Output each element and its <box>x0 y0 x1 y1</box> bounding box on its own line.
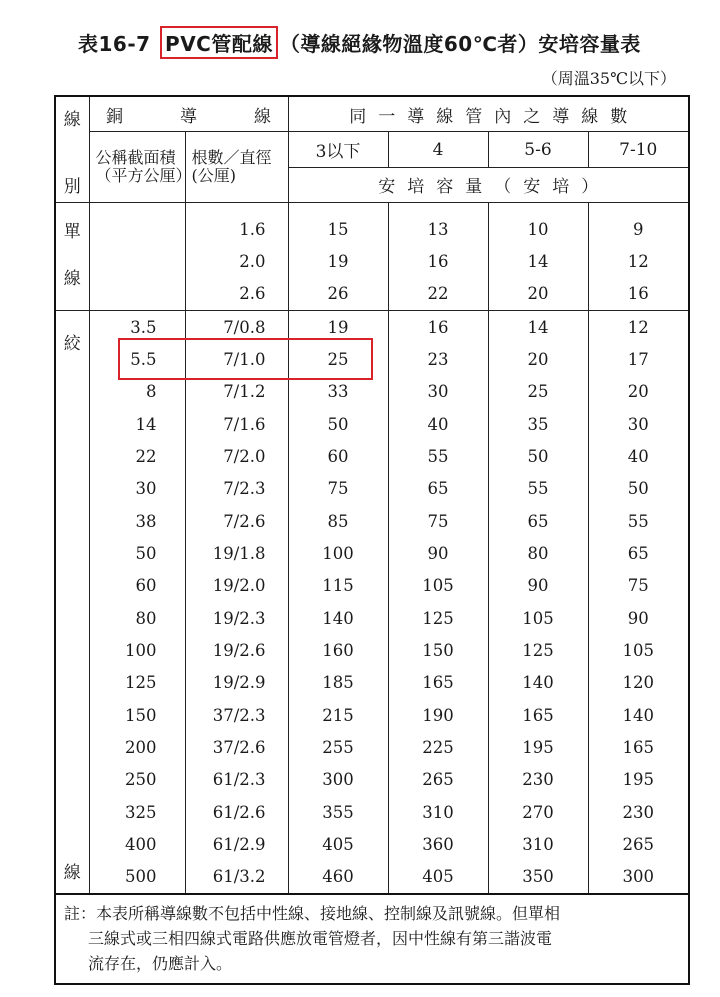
cell-area: 3.5 <box>89 311 185 344</box>
table-row <box>55 764 689 796</box>
cell-a: 15 <box>288 203 388 246</box>
table-row <box>55 602 689 634</box>
cell-b: 55 <box>388 440 488 472</box>
cell-strand: 19/1.8 <box>185 537 288 569</box>
cell-strand: 19/2.3 <box>185 602 288 634</box>
cell-b: 16 <box>388 246 488 278</box>
cell-b: 165 <box>388 667 488 699</box>
header-count-0: 3以下 <box>288 132 388 167</box>
cell-c: 35 <box>488 408 588 440</box>
cell-b: 16 <box>388 311 488 344</box>
cell-area: 60 <box>89 570 185 602</box>
stranded-kind-a: 絞 <box>63 334 81 355</box>
cell-a: 33 <box>288 376 388 408</box>
cell-b: 75 <box>388 505 488 537</box>
table-row <box>55 667 689 699</box>
title-prefix: 表16-7 <box>78 32 151 56</box>
table-row <box>55 505 689 537</box>
cell-strand: 7/1.2 <box>185 376 288 408</box>
cell-d: 65 <box>588 537 689 569</box>
cell-a: 185 <box>288 667 388 699</box>
table-row <box>55 278 689 311</box>
cell-a: 405 <box>288 828 388 860</box>
cell-strand: 19/2.6 <box>185 634 288 666</box>
footnote <box>55 894 689 984</box>
cell-d: 12 <box>588 311 689 344</box>
cell-area: 30 <box>89 473 185 505</box>
cell-c: 65 <box>488 505 588 537</box>
cell-d: 20 <box>588 376 689 408</box>
cell-a: 50 <box>288 408 388 440</box>
cell-c: 270 <box>488 796 588 828</box>
footnote-line-3: 流存在，仍應計入。 <box>88 954 233 974</box>
cell-a: 140 <box>288 602 388 634</box>
cell-area: 38 <box>89 505 185 537</box>
cell-area: 125 <box>89 667 185 699</box>
cell-b: 265 <box>388 764 488 796</box>
cell-a: 355 <box>288 796 388 828</box>
table-row <box>55 699 689 731</box>
cell-strand: 61/3.2 <box>185 860 288 894</box>
header-count-2: 5-6 <box>488 132 588 167</box>
cell-a: 85 <box>288 505 388 537</box>
title-highlight: PVC管配線 <box>160 26 278 59</box>
cell-d: 265 <box>588 828 689 860</box>
page-title <box>78 26 698 59</box>
cell-d: 9 <box>588 203 689 246</box>
table-row <box>55 473 689 505</box>
cell-area: 50 <box>89 537 185 569</box>
table-row <box>55 731 689 763</box>
cell-area: 22 <box>89 440 185 472</box>
cell-b: 30 <box>388 376 488 408</box>
stranded-kind-b: 線 <box>63 863 81 884</box>
cell-b: 360 <box>388 828 488 860</box>
cell-c: 10 <box>488 203 588 246</box>
cell-b: 125 <box>388 602 488 634</box>
cell-b: 13 <box>388 203 488 246</box>
table-row <box>55 311 689 344</box>
cell-strand: 19/2.0 <box>185 570 288 602</box>
footnote-line-2: 三線式或三相四線式電路供應放電管燈者，因中性線有第三諧波電 <box>88 929 553 949</box>
cell-area <box>89 246 185 278</box>
cell-strand: 61/2.3 <box>185 764 288 796</box>
cell-strand: 37/2.3 <box>185 699 288 731</box>
table-row <box>55 570 689 602</box>
cell-a: 60 <box>288 440 388 472</box>
table-row <box>55 440 689 472</box>
cell-strand: 2.6 <box>185 278 288 311</box>
cell-strand: 61/2.6 <box>185 796 288 828</box>
cell-a: 300 <box>288 764 388 796</box>
table-row <box>55 537 689 569</box>
ampacity-table <box>54 95 690 985</box>
header-count-3: 7-10 <box>588 132 689 167</box>
cell-d: 165 <box>588 731 689 763</box>
cell-a: 100 <box>288 537 388 569</box>
cell-a: 75 <box>288 473 388 505</box>
header-ampacity: 安培容量（安培） <box>288 167 689 202</box>
cell-d: 105 <box>588 634 689 666</box>
cell-c: 25 <box>488 376 588 408</box>
cell-c: 55 <box>488 473 588 505</box>
cell-area: 14 <box>89 408 185 440</box>
single-kind-a: 單 <box>63 222 81 243</box>
cell-c: 20 <box>488 278 588 311</box>
cell-b: 225 <box>388 731 488 763</box>
header-strands: 根數／直徑(公厘) <box>185 132 288 203</box>
cell-a: 25 <box>288 343 388 375</box>
cell-d: 140 <box>588 699 689 731</box>
header-area: 公稱截面積（平方公厘） <box>89 132 185 203</box>
cell-strand: 7/0.8 <box>185 311 288 344</box>
single-kind-label <box>55 203 89 311</box>
table-row <box>55 203 689 246</box>
footnote-line-1: 註：本表所稱導線數不包括中性線、接地線、控制線及訊號線。但單相 <box>64 904 561 924</box>
cell-b: 90 <box>388 537 488 569</box>
cell-b: 310 <box>388 796 488 828</box>
table-row <box>55 376 689 408</box>
cell-d: 55 <box>588 505 689 537</box>
cell-area: 500 <box>89 860 185 894</box>
cell-c: 350 <box>488 860 588 894</box>
cell-d: 17 <box>588 343 689 375</box>
cell-area: 200 <box>89 731 185 763</box>
cell-d: 40 <box>588 440 689 472</box>
cell-b: 190 <box>388 699 488 731</box>
cell-b: 405 <box>388 860 488 894</box>
cell-a: 19 <box>288 311 388 344</box>
header-kind-top: 線 <box>55 96 89 167</box>
cell-area: 400 <box>89 828 185 860</box>
ambient-note: （周溫35℃以下） <box>541 69 676 88</box>
cell-b: 150 <box>388 634 488 666</box>
cell-b: 40 <box>388 408 488 440</box>
cell-d: 30 <box>588 408 689 440</box>
table-row <box>55 634 689 666</box>
cell-c: 14 <box>488 246 588 278</box>
header-count-1: 4 <box>388 132 488 167</box>
cell-a: 460 <box>288 860 388 894</box>
cell-d: 300 <box>588 860 689 894</box>
single-kind-b: 線 <box>63 269 81 290</box>
cell-c: 105 <box>488 602 588 634</box>
header-same-conduit: 同一導線管內之導線數 <box>288 96 689 132</box>
cell-c: 125 <box>488 634 588 666</box>
cell-c: 140 <box>488 667 588 699</box>
cell-a: 115 <box>288 570 388 602</box>
cell-d: 12 <box>588 246 689 278</box>
cell-strand: 37/2.6 <box>185 731 288 763</box>
cell-strand: 61/2.9 <box>185 828 288 860</box>
table-row <box>55 246 689 278</box>
cell-strand: 7/2.0 <box>185 440 288 472</box>
cell-a: 160 <box>288 634 388 666</box>
cell-strand: 2.0 <box>185 246 288 278</box>
table-row <box>55 796 689 828</box>
header-kind-bottom: 別 <box>55 167 89 202</box>
header-copper: 銅 導 線 <box>89 96 288 132</box>
cell-strand: 7/1.6 <box>185 408 288 440</box>
cell-strand: 7/2.3 <box>185 473 288 505</box>
cell-c: 50 <box>488 440 588 472</box>
cell-d: 50 <box>588 473 689 505</box>
cell-area: 150 <box>89 699 185 731</box>
table-row <box>55 343 689 375</box>
cell-area: 100 <box>89 634 185 666</box>
table-row <box>55 408 689 440</box>
cell-a: 255 <box>288 731 388 763</box>
cell-d: 90 <box>588 602 689 634</box>
cell-c: 230 <box>488 764 588 796</box>
cell-strand: 1.6 <box>185 203 288 246</box>
cell-area <box>89 203 185 246</box>
cell-a: 19 <box>288 246 388 278</box>
table-row <box>55 860 689 894</box>
cell-c: 310 <box>488 828 588 860</box>
cell-c: 90 <box>488 570 588 602</box>
cell-c: 80 <box>488 537 588 569</box>
cell-b: 105 <box>388 570 488 602</box>
cell-strand: 7/2.6 <box>185 505 288 537</box>
cell-area: 5.5 <box>89 343 185 375</box>
cell-strand: 7/1.0 <box>185 343 288 375</box>
cell-a: 26 <box>288 278 388 311</box>
cell-area: 80 <box>89 602 185 634</box>
cell-d: 230 <box>588 796 689 828</box>
cell-a: 215 <box>288 699 388 731</box>
cell-area: 8 <box>89 376 185 408</box>
cell-c: 165 <box>488 699 588 731</box>
stranded-kind-label <box>55 311 89 894</box>
title-suffix: （導線絕緣物溫度60℃者）安培容量表 <box>279 32 641 56</box>
cell-strand: 19/2.9 <box>185 667 288 699</box>
cell-area: 250 <box>89 764 185 796</box>
cell-area: 325 <box>89 796 185 828</box>
cell-d: 16 <box>588 278 689 311</box>
cell-d: 75 <box>588 570 689 602</box>
cell-b: 22 <box>388 278 488 311</box>
cell-c: 195 <box>488 731 588 763</box>
cell-b: 23 <box>388 343 488 375</box>
cell-d: 120 <box>588 667 689 699</box>
table-row <box>55 828 689 860</box>
cell-c: 14 <box>488 311 588 344</box>
cell-c: 20 <box>488 343 588 375</box>
cell-d: 195 <box>588 764 689 796</box>
cell-b: 65 <box>388 473 488 505</box>
cell-area <box>89 278 185 311</box>
